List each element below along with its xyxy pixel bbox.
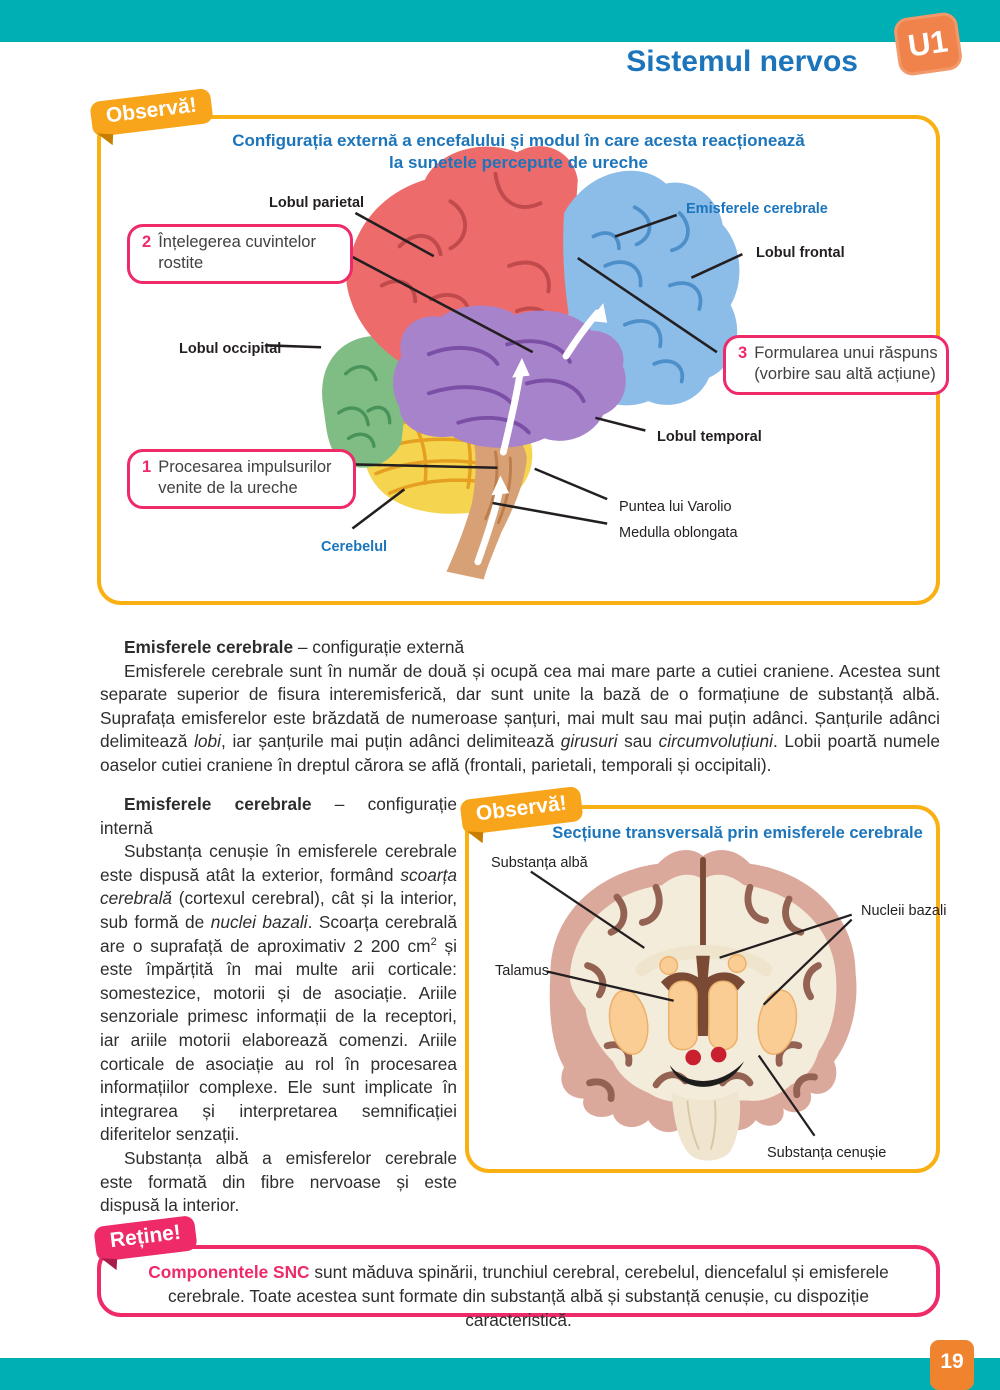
label-lobul-parietal: Lobul parietal [269,195,365,211]
intro-run-italic: lobi [194,731,221,751]
callout-2-number: 2 [142,233,152,251]
retine-badge: Reține! [93,1215,198,1262]
top-teal-bar [0,0,1000,42]
retine-lead-bold: Componentele SNC [148,1262,310,1282]
intro-run: , iar șanțurile mai puțin adânci delimitează [221,731,561,751]
section-brainstem [672,1091,740,1161]
column-heading-rest: – configurație internă [100,794,457,838]
column-superscript: 2 [430,935,437,948]
column-run: . Scoarța cerebrală are o suprafață de aproximativ 2 200 cm [100,911,457,956]
observa-box-external [97,93,940,605]
callout-2-text: Înțelegerea cuvintelor rostite [158,233,316,272]
retine-box [97,1245,940,1330]
diagram1-title [101,130,936,174]
callout-1-number: 1 [142,458,152,476]
intro-section [100,636,940,777]
column-run-italic: scoarța cerebrală [100,864,457,909]
intro-run: sau [617,731,659,751]
intro-run: . Lobii poartă numele oaselor cutiei craniene în dreptul cărora se află (frontali, parietali, temporali și occipitali). [100,731,940,775]
intro-run-italic: girusuri [560,731,618,751]
unit-badge: U1 [892,11,963,77]
label-lobul-occipital: Lobul occipital [179,341,282,357]
label-lobul-temporal: Lobul temporal [657,429,762,445]
intro-run-italic: circumvoluțiuni [658,731,773,751]
label-talamus: Talamus [495,963,549,979]
label-emisferele-cerebrale: Emisferele cerebrale [686,201,828,217]
callout-3-number: 3 [738,344,748,362]
diagram1-title-line2: la sunetele percepute de ureche [389,153,648,172]
label-medulla-oblongata: Medulla oblongata [619,525,738,541]
observa-badge: Observă! [89,88,213,137]
column-paragraph-1 [100,840,457,1147]
label-cerebelul: Cerebelul [321,539,388,555]
callout-1-text: Procesarea impulsurilor venite de la ureche [158,458,332,497]
column-heading-bold: Emisferele cerebrale [124,794,312,814]
diagram2-title: Secțiune transversală prin emisferele cerebrale [552,824,923,842]
observa-badge-2: Observă! [459,786,583,835]
observa-box-section [465,791,947,1173]
callout-3-formularea [723,335,949,395]
label-nucleii-bazali: Nucleii bazali [861,903,947,919]
column-run: și este împărțită în mai multe arii corticale: somestezice, motorii și de asociație. Ariile senzoriale primesc informații de la receptori, iar ariile motorii elaborează comenzi. Ariile corticale de asociație au rol în procesarea informațiilor complexe. Ele sunt implicate în integrarea și interpretarea semnificației diferitelor senzații. [100,935,458,1145]
bottom-teal-bar [0,1358,1000,1390]
page-number-badge: 19 [930,1340,974,1390]
column-run-italic: nuclei bazali [210,911,308,932]
column-paragraph-2: Substanța albă a emisferelor cerebrale este formată din fibre nervoase și este dispusă la interior. [100,1147,457,1216]
label-substanta-alba: Substanța albă [491,855,588,871]
intro-run: Emisferele cerebrale sunt în număr de două și ocupă cea mai mare parte a cutiei craniene. Acestea sunt separate superior de fisura interemisferică, dar sunt unite la bază de o formațiune de substanță albă. Suprafața emisferelor este brăzdată de numeroase șanțuri, mai mult sau mai puțin adânci. Șanțurile adânci delimitează [100,660,940,751]
callout-1-procesarea [127,449,356,509]
column-run: (cortexul cerebral), cât și la interior, sub formă de [100,888,457,932]
intro-heading-rest: – configurație externă [293,637,465,657]
label-lobul-frontal: Lobul frontal [756,245,845,261]
intro-paragraph [100,660,940,778]
diagram1-title-line1: Configurația externă a encefalului și modul în care acesta reacționează [232,131,805,150]
intro-heading-bold: Emisferele cerebrale [124,637,294,657]
label-puntea-varolio: Puntea lui Varolio [619,499,732,515]
retine-body: sunt măduva spinării, trunchiul cerebral, cerebelul, diencefalul și emisferele cerebrale. Toate acestea sunt formate din substanță albă și substanță cenușie, cu dispoziție caracteristică. [168,1262,889,1330]
retine-text [101,1249,936,1332]
page-title: Sistemul nervos [626,45,858,78]
internal-config-column [100,793,457,1218]
label-substanta-cenusie: Substanța cenușie [767,1145,887,1161]
column-run: Substanța cenușie în emisferele cerebrale este dispusă atât la exterior, formând [100,841,457,885]
callout-3-text: Formularea unui răspuns (vorbire sau altă acțiune) [754,344,938,383]
intro-heading [100,636,940,660]
column-heading [100,793,457,840]
callout-2-intelegerea [127,224,353,284]
